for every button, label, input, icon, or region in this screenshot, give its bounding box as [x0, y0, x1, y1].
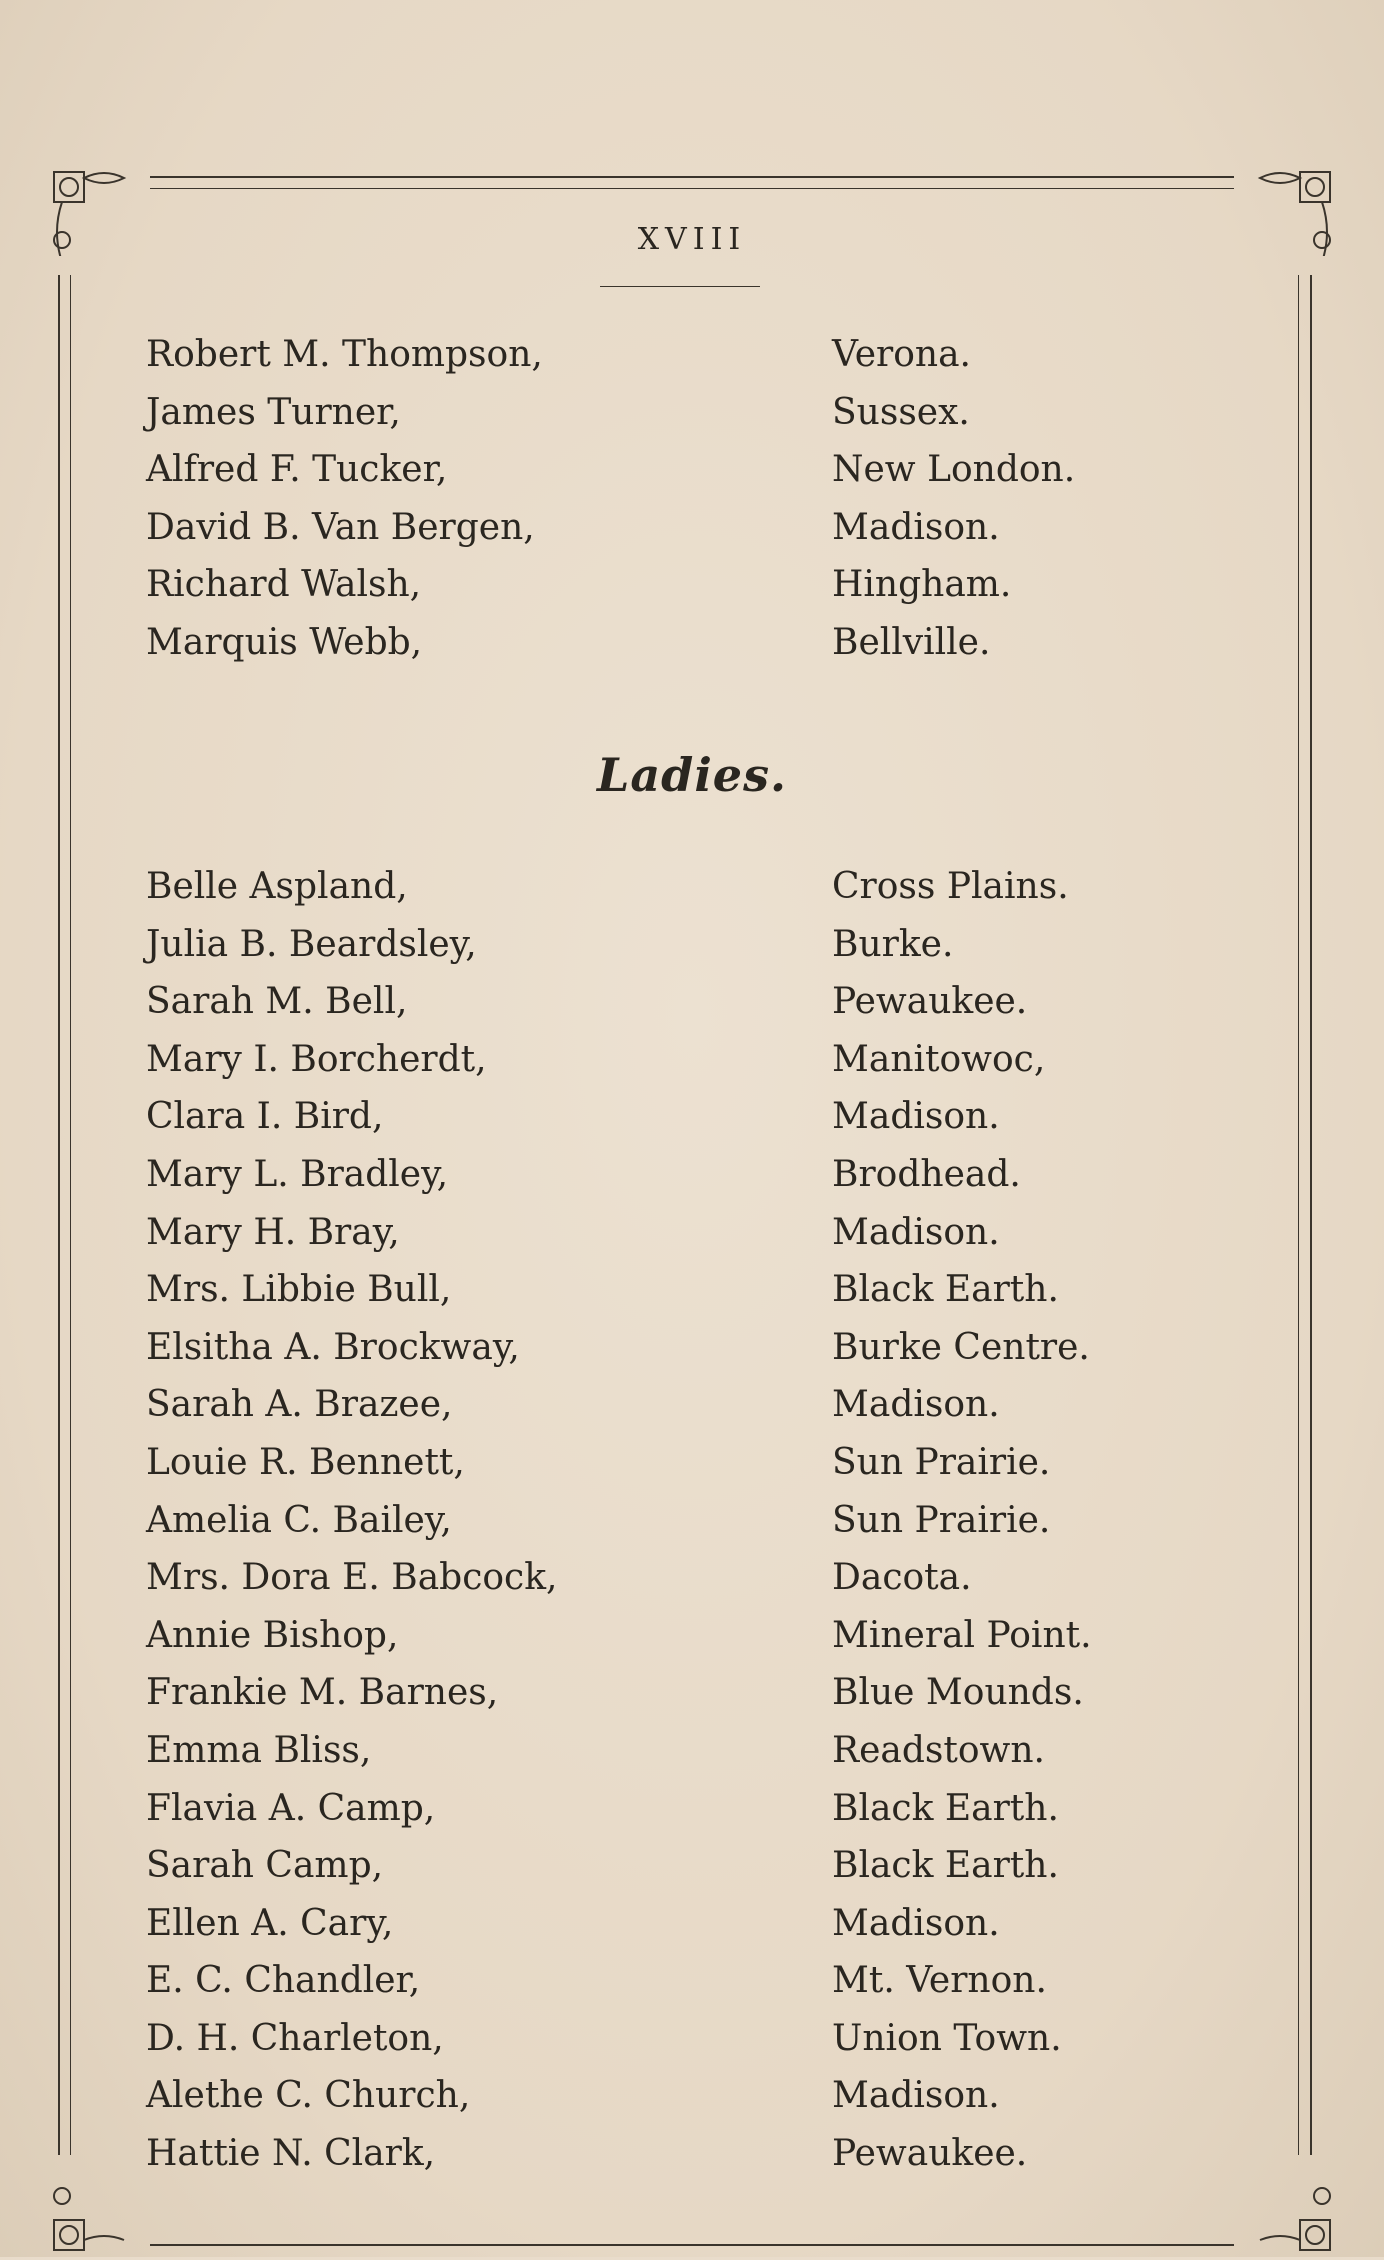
student-name: D. H. Charleton, — [146, 2017, 444, 2059]
header-rule — [600, 286, 760, 287]
gentlemen-list — [146, 326, 1146, 671]
student-town: Readstown. — [832, 1729, 1045, 1771]
list-item — [146, 1434, 1146, 1492]
section-heading-ladies: Ladies. — [597, 748, 787, 802]
list-item — [146, 1722, 1146, 1780]
list-item — [146, 1088, 1146, 1146]
student-name: Sarah M. Bell, — [146, 981, 408, 1023]
student-name: Sarah Camp, — [146, 1845, 384, 1887]
list-item — [146, 1895, 1146, 1953]
list-item — [146, 1837, 1146, 1895]
student-name: Emma Bliss, — [146, 1729, 372, 1771]
student-town: Cross Plains. — [832, 866, 1069, 907]
student-town: Brodhead. — [832, 1153, 1021, 1195]
student-town: Blue Mounds. — [832, 1672, 1084, 1714]
student-town: Madison. — [832, 1902, 1000, 1944]
student-name: Frankie M. Barnes, — [146, 1672, 499, 1714]
frame-border-top — [150, 176, 1234, 178]
list-item — [146, 858, 1146, 916]
frame-border-right — [1310, 275, 1312, 2155]
student-town: Sun Prairie. — [832, 1499, 1051, 1541]
list-item — [146, 1031, 1146, 1089]
student-town: New London. — [832, 449, 1076, 490]
list-item — [146, 1607, 1146, 1665]
list-item — [146, 1549, 1146, 1607]
student-town: Black Earth. — [832, 1845, 1059, 1887]
student-town: Verona. — [832, 334, 971, 375]
student-name: Alethe C. Church, — [146, 2075, 471, 2117]
list-item — [146, 916, 1146, 974]
list-item — [146, 1664, 1146, 1722]
student-town: Sun Prairie. — [832, 1441, 1051, 1483]
student-town: Union Town. — [832, 2017, 1062, 2059]
list-item — [146, 1492, 1146, 1550]
frame-border-left — [58, 275, 60, 2155]
list-item — [146, 1376, 1146, 1434]
student-town: Madison. — [832, 506, 1000, 548]
student-name: Clara I. Bird, — [146, 1096, 384, 1138]
student-town: Pewaukee. — [832, 2133, 1028, 2175]
page-number: XVIII — [637, 222, 747, 257]
student-town: Madison. — [832, 1211, 1000, 1253]
student-town: Madison. — [832, 2075, 1000, 2117]
list-item — [146, 1261, 1146, 1319]
student-name: James Turner, — [146, 391, 401, 433]
student-name: Louie R. Bennett, — [146, 1441, 465, 1483]
list-item — [146, 1204, 1146, 1262]
student-name: Mary I. Borcherdt, — [146, 1038, 487, 1080]
student-name: Robert M. Thompson, — [146, 334, 543, 375]
student-name: Mary H. Bray, — [146, 1211, 400, 1253]
list-item — [146, 441, 1146, 499]
student-name: Sarah A. Brazee, — [146, 1384, 453, 1426]
student-name: Annie Bishop, — [146, 1614, 399, 1656]
student-town: Mt. Vernon. — [832, 1960, 1047, 2002]
list-item — [146, 556, 1146, 614]
student-town: Pewaukee. — [832, 981, 1028, 1023]
list-item — [146, 2010, 1146, 2068]
list-item — [146, 614, 1146, 672]
student-name: Richard Walsh, — [146, 564, 422, 605]
student-town: Bellville. — [832, 621, 991, 663]
student-name: E. C. Chandler, — [146, 1960, 421, 2002]
student-name: Belle Aspland, — [146, 866, 408, 907]
student-town: Dacota. — [832, 1557, 972, 1599]
student-name: Marquis Webb, — [146, 621, 423, 663]
student-town: Manitowoc, — [832, 1038, 1046, 1080]
student-town: Hingham. — [832, 564, 1012, 605]
list-item — [146, 2125, 1146, 2183]
list-item — [146, 384, 1146, 442]
student-name: Mary L. Bradley, — [146, 1153, 449, 1195]
student-town: Black Earth. — [832, 1269, 1059, 1311]
list-item — [146, 2067, 1146, 2125]
student-name: Alfred F. Tucker, — [146, 449, 448, 490]
student-town: Mineral Point. — [832, 1614, 1092, 1656]
student-name: David B. Van Bergen, — [146, 506, 535, 548]
student-name: Mrs. Libbie Bull, — [146, 1269, 452, 1311]
student-name: Julia B. Beardsley, — [146, 923, 477, 965]
student-town: Burke. — [832, 923, 954, 965]
list-item — [146, 1952, 1146, 2010]
student-town: Burke Centre. — [832, 1326, 1090, 1368]
student-name: Elsitha A. Brockway, — [146, 1326, 520, 1368]
student-name: Ellen A. Cary, — [146, 1902, 394, 1944]
student-name: Flavia A. Camp, — [146, 1787, 436, 1829]
student-town: Black Earth. — [832, 1787, 1059, 1829]
frame-border-left-inner — [70, 275, 71, 2155]
ladies-list — [146, 858, 1146, 2183]
list-item — [146, 1146, 1146, 1204]
list-item — [146, 326, 1146, 384]
corner-ornament-icon — [1240, 2160, 1336, 2256]
list-item — [146, 973, 1146, 1031]
student-name: Amelia C. Bailey, — [146, 1499, 452, 1541]
frame-border-top-inner — [150, 188, 1234, 189]
student-town: Madison. — [832, 1096, 1000, 1138]
corner-ornament-icon — [48, 2160, 144, 2256]
frame-border-right-inner — [1298, 275, 1299, 2155]
frame-border-bottom — [150, 2244, 1234, 2246]
student-town: Sussex. — [832, 391, 970, 433]
student-town: Madison. — [832, 1384, 1000, 1426]
list-item — [146, 499, 1146, 557]
list-item — [146, 1319, 1146, 1377]
student-name: Mrs. Dora E. Babcock, — [146, 1557, 558, 1599]
list-item — [146, 1780, 1146, 1838]
student-name: Hattie N. Clark, — [146, 2133, 436, 2175]
